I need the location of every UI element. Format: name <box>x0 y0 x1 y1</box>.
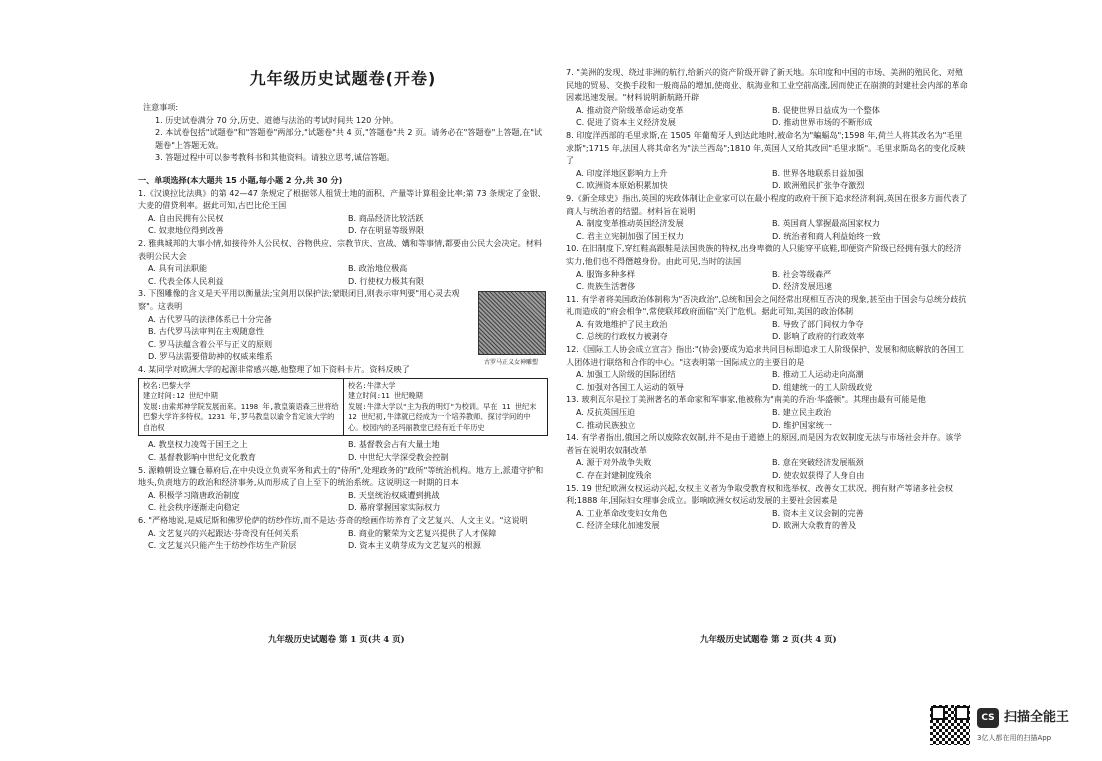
question-stem: 6. "严格地说,是威尼斯和佛罗伦萨的纺纱作坊,而不是达·芬奇的绘画作坊养育了文艺复兴、人文主义。"这说明 <box>138 515 528 526</box>
question-options <box>138 489 548 514</box>
option-c: C. 文艺复兴只能产生于纺纱作坊生产阶层 <box>148 540 297 551</box>
question-2 <box>138 237 548 287</box>
option-b: B. 政治地位极高 <box>348 263 408 274</box>
question-options <box>138 438 548 463</box>
option-c: C. 基督教影响中世纪文化教育 <box>148 452 256 463</box>
option-c: C. 经济全球化加速发展 <box>576 520 660 531</box>
option-b: B. 天皇统治权威遭到挑战 <box>348 489 440 500</box>
question-stem: 1.《汉谟拉比法典》的第 42—47 条规定了根据邻人租赁土地的面积、产量等计算租金比率;第 73 条规定了金银、大麦的借贷利率。据此可知,古巴比伦王国 <box>138 187 546 211</box>
question-stem: 2. 雅典城邦的大事小情,如接待外人公民权、谷物供应、宗教节庆、宣战、媾和等事情,都要由公民大会决定。材料表明公民大会 <box>138 237 542 261</box>
question-stem: 3. 下图雕像的含义是天平用以衡量法;宝剑用以保护法;蒙眼闭目,则表示审判要"用心灵去观察"。这表明 <box>138 288 460 311</box>
scanner-tagline: 3亿人都在用的扫描App <box>977 734 1052 742</box>
option-d: D. 影响了政府的行政效率 <box>772 331 865 342</box>
option-d: D. 存在明显等级界限 <box>348 225 425 236</box>
justice-statue-image <box>478 291 546 355</box>
question-options <box>566 217 968 242</box>
option-a: A. 印度洋地区影响力上升 <box>576 167 668 178</box>
question-7 <box>566 66 968 129</box>
option-b: B. 基督教会占有大量土地 <box>348 439 440 450</box>
option-d: D. 中世纪大学深受教会控制 <box>348 452 449 463</box>
card-line: 建立时间:11 世纪晚期 <box>348 391 423 401</box>
statue-caption: 古罗马正义女神雕塑 <box>483 359 538 367</box>
question-stem: 13. 玻利瓦尔是拉丁美洲著名的革命家和军事家,他被称为"南美的乔治·华盛顿"。其理由最有可能是他 <box>566 394 926 405</box>
option-d: D. 幕府掌握国家实际权力 <box>348 502 441 513</box>
question-3 <box>138 287 548 367</box>
option-b: B. 商品经济比较活跃 <box>348 212 424 223</box>
card-line: 发展:牛津大学以"主为我的明灯"为校训。早在 11 世纪末 12 世纪初,牛津就已经成为一个培养教师、探讨学问的中心。校园内的圣玛丽教堂已经有近千年历史 <box>348 401 537 432</box>
option-c: C. 代表全体人民利益 <box>148 275 224 286</box>
option-a: A. 积极学习隋唐政治制度 <box>148 489 240 500</box>
option-b: B. 资本主义议会制的完善 <box>772 507 864 518</box>
option-b: B. 社会等级森严 <box>772 268 832 279</box>
option-a: A. 推动资产阶级革命运动变革 <box>576 104 684 115</box>
question-options <box>566 456 968 481</box>
option-d: D. 罗马法需要借助神的权威来维系 <box>148 351 273 362</box>
card-line: 发展:由索邦神学院发展而来。1198 年,教皇策语森三世将给巴黎大学许多特权。1231 年,罗马教皇以谕令肯定该大学的自治权 <box>143 401 339 432</box>
question-13 <box>566 393 968 431</box>
notice-item-1: 1. 历史试卷满分 70 分,历史、道德与法治的考试时间共 120 分钟。 <box>155 114 399 125</box>
question-1 <box>138 187 548 237</box>
question-8 <box>566 129 968 192</box>
question-11 <box>566 293 968 343</box>
question-options <box>138 262 548 287</box>
option-b: B. 世界各地联系日益加强 <box>772 167 864 178</box>
card-line: 校名:牛津大学 <box>348 380 396 390</box>
question-stem: 4. 某同学对欧洲大学的起源非常感兴趣,他整理了如下资料卡片。资料反映了 <box>138 363 410 374</box>
question-options <box>566 104 968 129</box>
notice-heading: 注意事项: <box>143 102 179 112</box>
question-options <box>566 368 968 393</box>
question-4 <box>138 363 548 464</box>
camscanner-logo-icon: CS <box>977 708 999 728</box>
option-c: C. 君主立宪制加强了国王权力 <box>576 230 684 241</box>
option-b: B. 促使世界日益成为一个整体 <box>772 104 880 115</box>
option-b: B. 古代罗马法审判在主观随意性 <box>148 326 264 337</box>
option-a: A. 有效地维护了民主政治 <box>576 318 668 329</box>
option-c: C. 加强对各国工人运动的领导 <box>576 381 684 392</box>
option-b: B. 建立民主政治 <box>772 407 832 418</box>
question-options <box>566 268 968 293</box>
option-a: A. 文艺复兴的兴起跟达·芬奇没有任何关系 <box>148 527 299 538</box>
section-heading: 一、单项选择(本大题共 15 小题,每小题 2 分,共 30 分) <box>138 175 343 185</box>
option-d: D. 行使权力极其有限 <box>348 275 425 286</box>
question-stem: 10. 在旧制度下,穿红鞋高跟鞋是法国贵族的特权,出身卑微的人只能穿平底鞋,即便资产阶级已经拥有强大的经济实力,他们也不得僭越身份。由此可见,当时的法国 <box>566 243 962 266</box>
page-footer-right: 九年级历史试题卷 第 2 页(共 4 页) <box>700 635 837 645</box>
option-c: C. 欧洲资本原始积累加快 <box>576 180 668 191</box>
question-stem: 12.《国际工人协会成立宣言》指出:"(协会)要成为追求共同目标即追求工人阶级保护、发展和彻底解放的各国工人团体进行联络和合作的中心。"这表明第一国际成立的主要目的是 <box>566 344 964 367</box>
scanner-watermark <box>930 705 1100 747</box>
question-options <box>138 527 548 552</box>
question-stem: 11. 有学者将美国政治体制称为"否决政治",总统和国会之间经常出现相互否决的现象,甚至由于国会与总统分歧抗礼而造成的"府会相争",常使联邦政府面临"关门"危机。据此可知,美国的政治体制 <box>566 293 967 317</box>
question-options <box>566 167 968 192</box>
option-b: B. 英国商人掌握最高国家权力 <box>772 218 880 229</box>
question-stem: 14. 有学者指出,俄国之所以废除农奴制,并不是由于道德上的原因,而是因为农奴制度无法与市场社会并存。该学者旨在说明农奴制改革 <box>566 432 962 455</box>
option-a: A. 古代罗马的法律体系已十分完备 <box>148 313 272 324</box>
question-5 <box>138 464 548 514</box>
option-a: A. 反抗英国压迫 <box>576 407 636 418</box>
option-c: C. 奴隶地位得到改善 <box>148 225 224 236</box>
option-b: B. 商业的繁荣为文艺复兴提供了人才保障 <box>348 527 497 538</box>
option-d: D. 维护国家统一 <box>772 419 832 430</box>
option-a: A. 具有司法职能 <box>148 263 208 274</box>
scanner-brand: 扫描全能王 <box>1004 710 1070 725</box>
option-a: A. 源于对外战争失败 <box>576 457 652 468</box>
question-stem: 7. "美洲的发现、绕过非洲的航行,给新兴的资产阶级开辟了新天地。东印度和中国的市场、美洲的殖民化、对殖民地的贸易、交换手段和一般商品的增加,使商业、航海业和工业空前高涨,因而使正在崩溃的封建社会内部的革命因素迅速发展。"材料说明新航路开辟 <box>566 67 968 103</box>
question-stem: 9.《新全球史》指出,英国的宪政体制让企业家可以在最小程度的政府干预下追求经济利润,英国在很多方面代表了商人与统治者的结盟。材料旨在说明 <box>566 192 968 216</box>
option-d: D. 使农奴获得了人身自由 <box>772 470 865 480</box>
option-c: C. 促进了资本主义经济发展 <box>576 117 676 128</box>
option-d: D. 统治者和商人利益始终一致 <box>772 230 881 241</box>
option-d: D. 经济发展迅速 <box>772 281 832 292</box>
option-c: C. 总统的行政权力被剥夺 <box>576 331 668 342</box>
page-title: 九年级历史试题卷(开卷) <box>249 69 437 88</box>
option-b: B. 推动工人运动走向高潮 <box>772 369 864 380</box>
option-a: A. 自由民拥有公民权 <box>148 212 224 223</box>
qr-code-icon <box>930 705 970 745</box>
card-line: 建立时间:12 世纪中期 <box>143 391 218 401</box>
option-d: D. 欧洲大众教育的普及 <box>772 520 857 531</box>
info-card-oxford <box>343 379 547 436</box>
option-c: C. 社会秩序逐渐走向稳定 <box>148 502 240 513</box>
question-stem: 15. 19 世纪欧洲女权运动兴起,女权主义者为争取受教育权和选举权、改善女工状况、拥有财产等诸多社会权利;1888 年,国际妇女理事会成立。影响欧洲女权运动发展的主要社会因素是 <box>566 482 954 506</box>
option-c: C. 贵族生活奢侈 <box>576 281 636 292</box>
option-a: A. 教皇权力凌驾于国王之上 <box>148 439 248 450</box>
option-d: D. 欧洲殖民扩张争夺激烈 <box>772 180 865 191</box>
question-10 <box>566 242 968 292</box>
option-a: A. 服饰多种多样 <box>576 268 636 279</box>
option-b: B. 意在突破经济发展瓶颈 <box>772 457 864 468</box>
question-15 <box>566 482 968 532</box>
option-a: A. 制度变革推动英国经济发展 <box>576 218 684 229</box>
question-6 <box>138 514 548 552</box>
option-b: B. 导致了部门间权力争夺 <box>772 318 864 329</box>
option-a: A. 工业革命改变妇女角色 <box>576 507 668 518</box>
question-options <box>138 212 548 237</box>
card-line: 校名:巴黎大学 <box>143 380 191 390</box>
question-12 <box>566 343 968 393</box>
question-stem: 5. 源赖朝设立镰仓幕府后,在中央设立负责军务和武士的"侍所",处理政务的"政所"等统治机构。地方上,派遣守护和地头,负责地方的政治和经济事务,从而形成了自上至下的统治系统。这说明这一时期的日本 <box>138 464 544 488</box>
option-a: A. 加强工人阶级的国际团结 <box>576 369 676 380</box>
notice-block <box>143 101 548 164</box>
option-c: C. 罗马法蕴含着公平与正义的原则 <box>148 338 273 349</box>
page-footer-left: 九年级历史试题卷 第 1 页(共 4 页) <box>268 635 405 645</box>
question-options <box>566 406 968 431</box>
notice-item-2: 2. 本试卷包括"试题卷"和"答题卷"两部分,"试题卷"共 4 页,"答题卷"共 2 页。请务必在"答题卷"上答题,在"试题卷"上答题无效。 <box>155 127 543 150</box>
option-d: D. 资本主义萌芽成为文艺复兴的根源 <box>348 540 481 551</box>
question-9 <box>566 192 968 242</box>
left-column <box>138 174 548 552</box>
info-card-paris <box>139 379 343 436</box>
option-d: D. 组建统一的工人阶级政党 <box>772 381 873 392</box>
option-c: C. 存在封建制度残余 <box>576 470 652 480</box>
right-column <box>566 66 968 532</box>
question-14 <box>566 431 968 481</box>
option-c: C. 推动民族独立 <box>576 419 636 430</box>
question-stem: 8. 印度洋西部的毛里求斯,在 1505 年葡萄牙人到达此地时,被命名为"蝙蝠岛";1598 年,荷兰人将其改名为"毛里求斯";1715 年,法国人将其命名为"法兰西岛";1810 年,英国人又给其改回"毛里求斯"。毛里求斯岛名的变化反映了 <box>566 129 966 166</box>
question-options <box>566 507 968 532</box>
question-options <box>566 318 968 343</box>
notice-item-3: 3. 答题过程中可以参考教科书和其他资料。请独立思考,诚信答题。 <box>155 152 395 163</box>
info-cards-table <box>138 378 548 437</box>
option-d: D. 推动世界市场的不断形成 <box>772 117 873 128</box>
